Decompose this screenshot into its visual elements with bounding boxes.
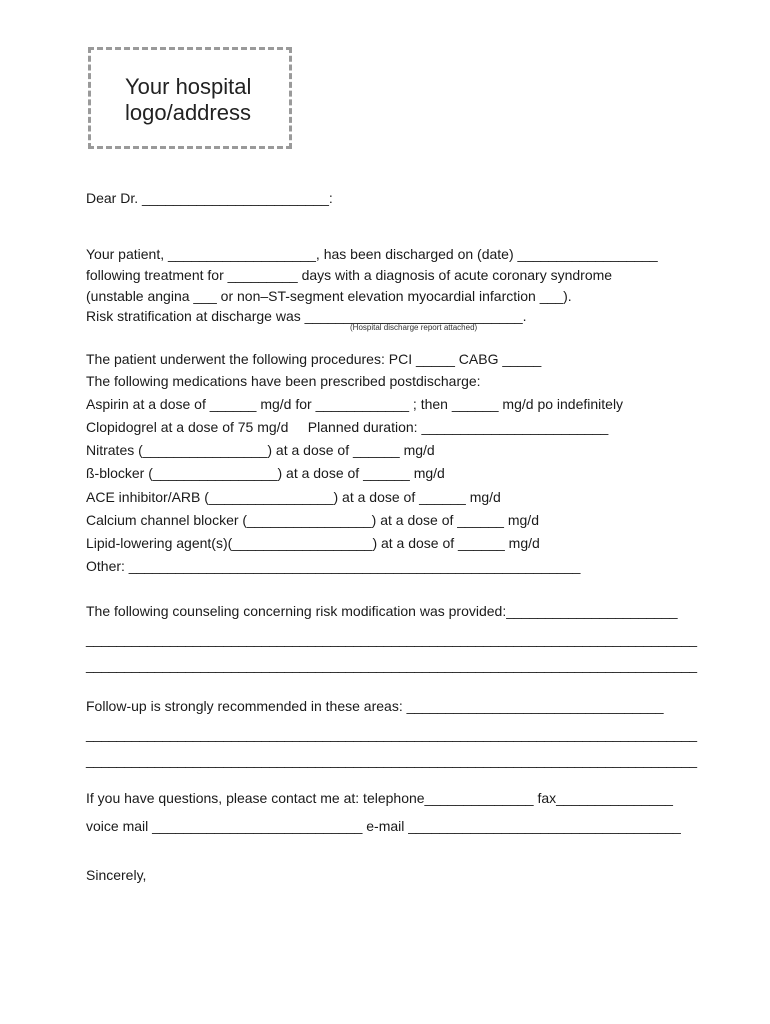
logo-placeholder-text	[125, 74, 251, 126]
logo-line-1: Your hospital	[125, 74, 252, 99]
closing: Sincerely,	[86, 867, 147, 883]
risk-note: (Hospital discharge report attached)	[350, 323, 478, 332]
followup-blank-1: ________________________________________________________________________________	[86, 726, 697, 742]
counseling-line: The following counseling concerning risk modification was provided:______________________	[86, 603, 678, 619]
lipid-lowering-line: Lipid-lowering agent(s)(__________________) at a dose of ______ mg/d	[86, 535, 540, 551]
contact-line: If you have questions, please contact me at: telephone______________ fax_______________	[86, 790, 673, 806]
followup-line: Follow-up is strongly recommended in these areas: _________________________________	[86, 698, 664, 714]
followup-blank-2: ________________________________________________________________________________	[86, 752, 697, 768]
clopidogrel-line: Clopidogrel at a dose of 75 mg/d Planned duration: ________________________	[86, 419, 609, 435]
hospital-logo-placeholder	[88, 47, 292, 149]
ace-inhibitor-line: ACE inhibitor/ARB (________________) at a dose of ______ mg/d	[86, 489, 501, 505]
betablocker-line: ß-blocker (________________) at a dose of ______ mg/d	[86, 465, 445, 481]
treatment-line: following treatment for _________ days with a diagnosis of acute coronary syndrome	[86, 267, 613, 283]
voicemail-email-line: voice mail ___________________________ e-mail ___________________________________	[86, 818, 681, 834]
counseling-blank-2: ________________________________________________________________________________	[86, 657, 697, 673]
medications-intro: The following medications have been prescribed postdischarge:	[86, 373, 481, 389]
nitrates-line: Nitrates (________________) at a dose of ______ mg/d	[86, 442, 435, 458]
calcium-channel-blocker-line: Calcium channel blocker (________________) at a dose of ______ mg/d	[86, 512, 539, 528]
angina-line: (unstable angina ___ or non–ST-segment elevation myocardial infarction ___).	[86, 288, 572, 304]
other-line: Other: __________________________________________________________	[86, 558, 581, 574]
risk-stratification-line: Risk stratification at discharge was ____________________________.	[86, 308, 527, 324]
logo-line-2: logo/address	[125, 100, 251, 125]
salutation: Dear Dr. ________________________:	[86, 190, 333, 206]
aspirin-line: Aspirin at a dose of ______ mg/d for ____________ ; then ______ mg/d po indefinitely	[86, 396, 624, 412]
patient-line: Your patient, ___________________, has been discharged on (date) __________________	[86, 246, 658, 262]
counseling-blank-1: ________________________________________________________________________________	[86, 631, 697, 647]
procedures-line: The patient underwent the following procedures: PCI _____ CABG _____	[86, 351, 542, 367]
